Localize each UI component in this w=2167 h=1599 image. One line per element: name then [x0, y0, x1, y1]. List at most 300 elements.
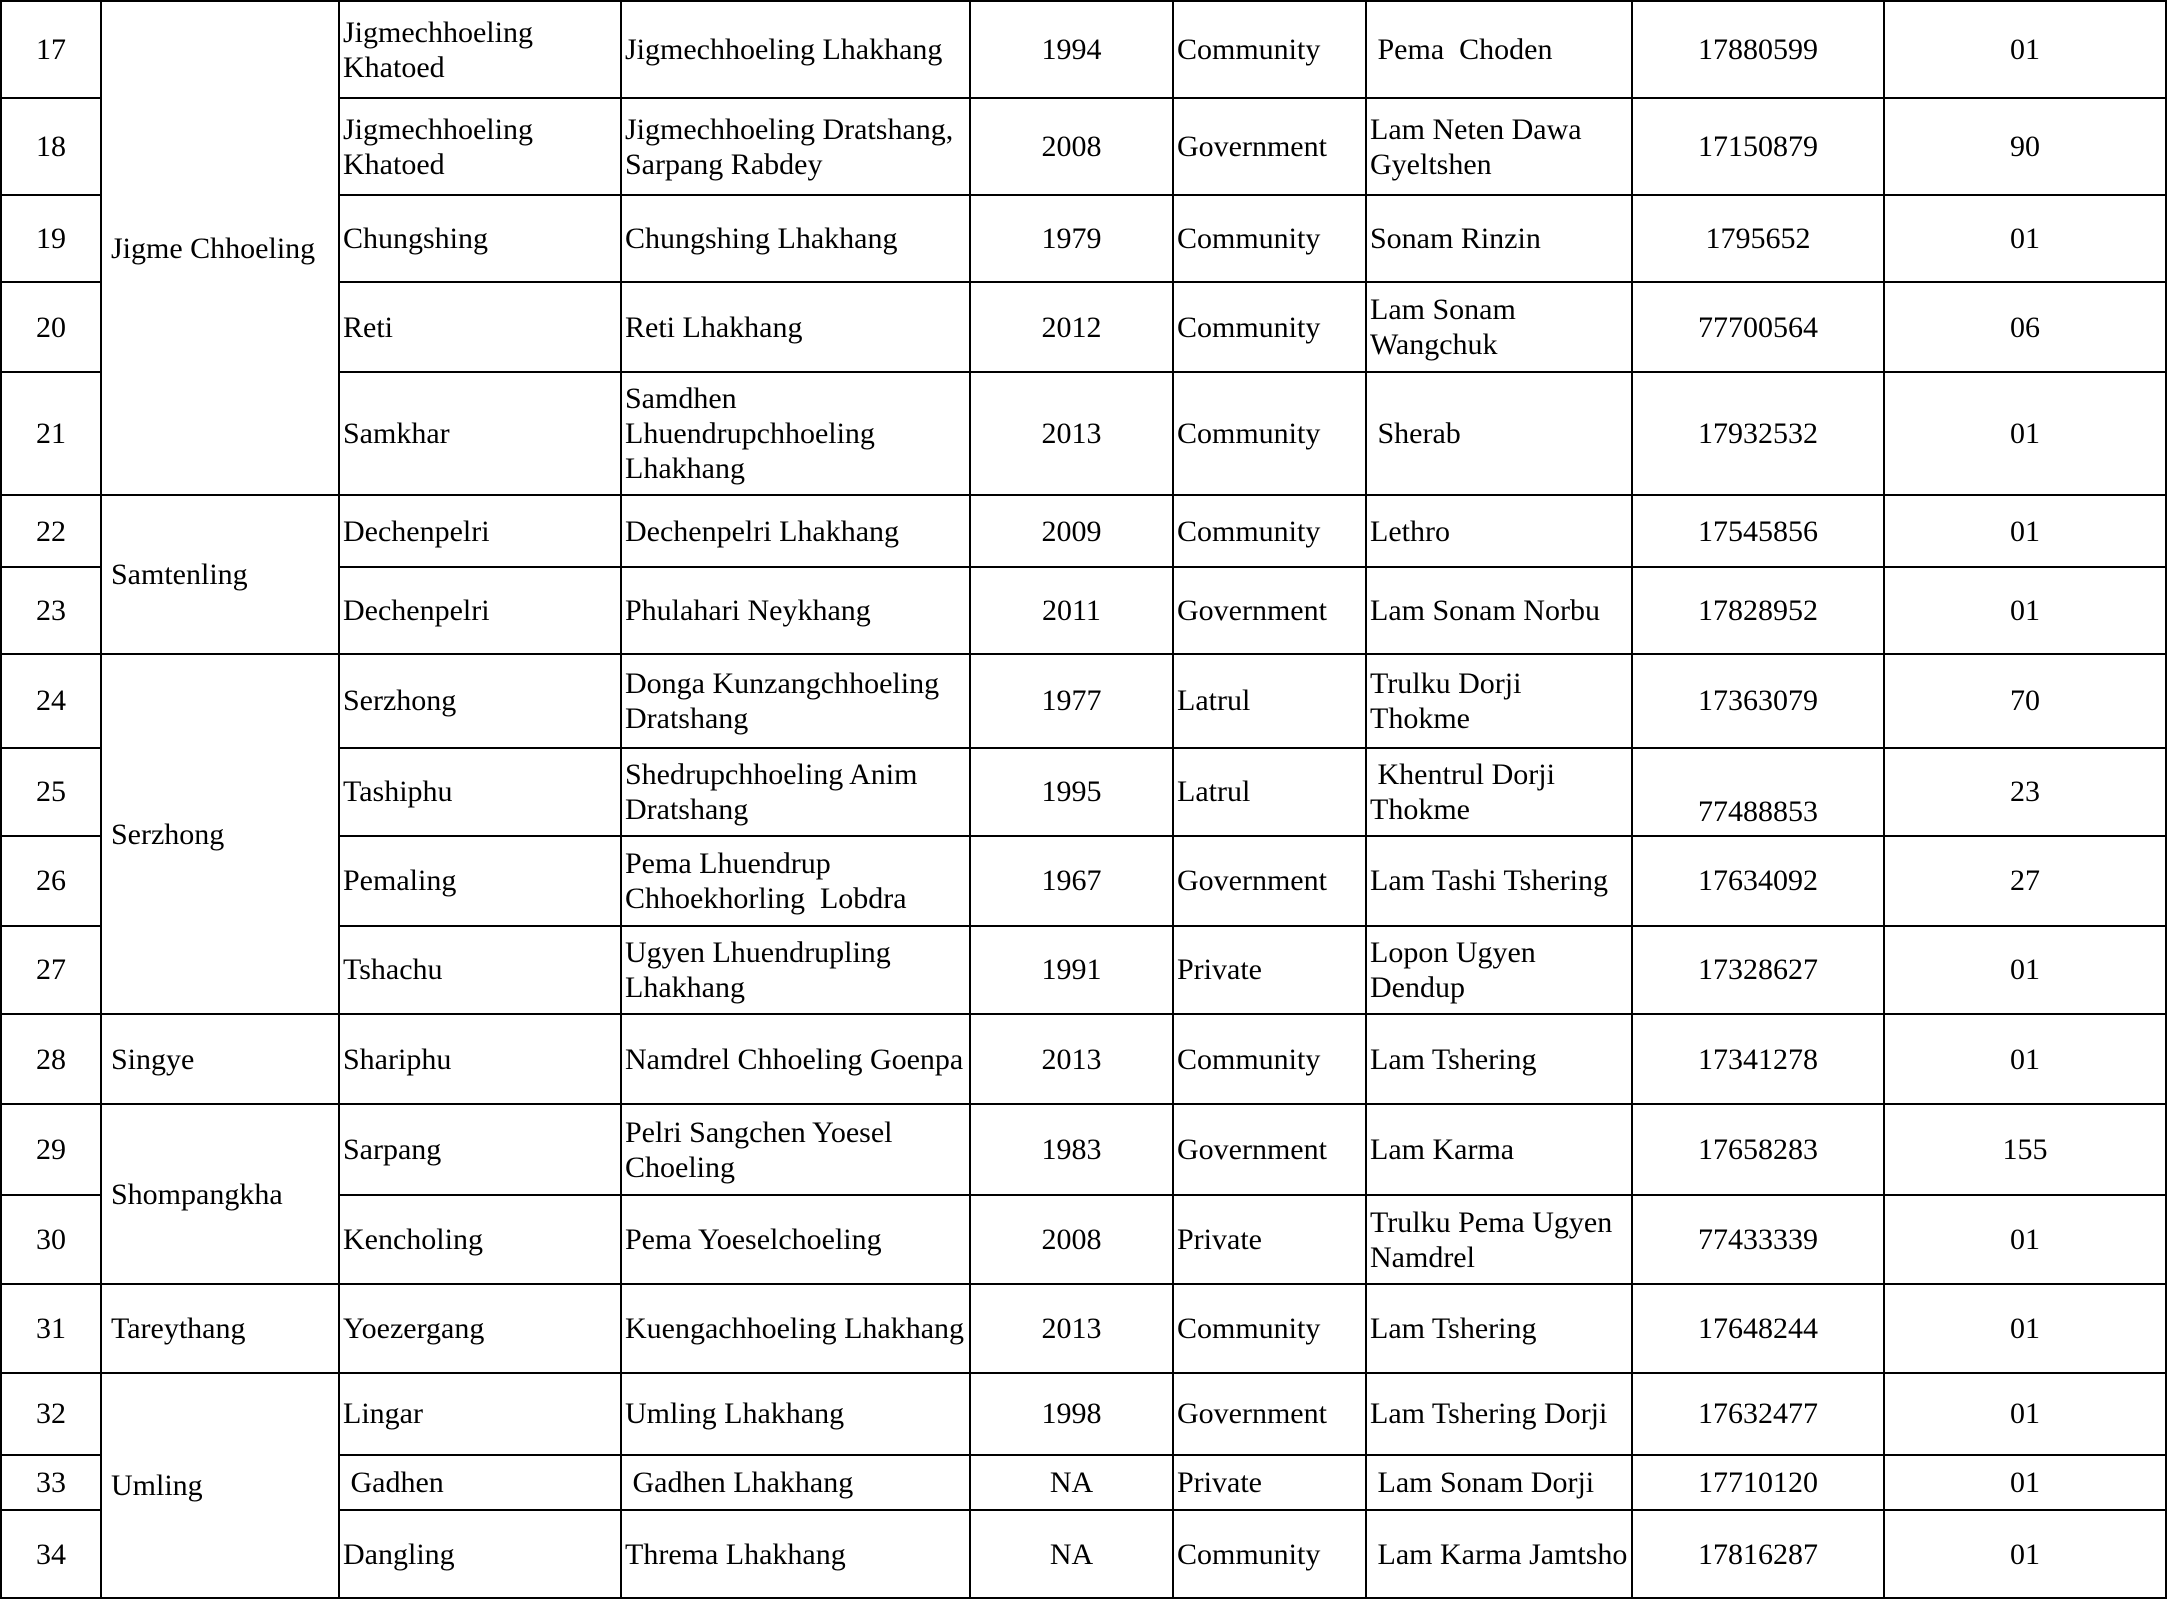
ownership-cell — [1173, 1455, 1366, 1510]
monk-count-cell — [1884, 654, 2166, 747]
lhakhang-name-text: Phulahari Neykhang — [625, 594, 871, 627]
ownership-text: Community — [1177, 33, 1321, 67]
caretaker-text: Trulku Pema Ugyen Namdrel — [1370, 1205, 1620, 1274]
serial-number-text: 30 — [36, 1223, 66, 1257]
year-established-cell — [970, 282, 1173, 371]
ownership-cell — [1173, 1, 1366, 98]
gewog-cell — [101, 1, 339, 495]
caretaker-text: Lethro — [1370, 514, 1450, 548]
serial-number-text: 32 — [36, 1397, 66, 1431]
village-text: Chungshing — [343, 222, 489, 256]
serial-number-text: 24 — [36, 684, 66, 718]
table-row — [1, 495, 2166, 566]
year-established-cell — [970, 926, 1173, 1014]
table-row — [1, 1284, 2166, 1372]
caretaker-text: Pema Choden — [1370, 33, 1553, 67]
village-cell — [339, 372, 621, 496]
monk-count-cell — [1884, 1014, 2166, 1104]
caretaker-text: Lam Tshering — [1370, 1042, 1537, 1076]
lhakhang-name-cell — [621, 654, 970, 747]
lhakhang-name-text: Kuengachhoeling Lhakhang — [625, 1312, 965, 1346]
contact-number-text: 17328627 — [1698, 953, 1818, 987]
monk-count-cell — [1884, 926, 2166, 1014]
contact-number-text: 17150879 — [1698, 130, 1818, 164]
ownership-text: Community — [1177, 1312, 1321, 1346]
serial-number-cell — [1, 1195, 101, 1284]
lhakhang-name-cell — [621, 1104, 970, 1194]
contact-number-cell — [1632, 836, 1884, 925]
monk-count-cell — [1884, 748, 2166, 836]
gewog-cell — [101, 654, 339, 1014]
serial-number-cell — [1, 98, 101, 194]
ownership-text: Private — [1177, 1223, 1262, 1257]
monk-count-text: 155 — [2002, 1133, 2048, 1167]
lhakhang-name-cell — [621, 1284, 970, 1372]
table-row — [1, 1, 2166, 98]
village-text: Pemaling — [343, 864, 457, 898]
village-text: Dechenpelri — [343, 594, 490, 627]
lhakhang-name-cell — [621, 836, 970, 925]
contact-number-cell — [1632, 926, 1884, 1014]
caretaker-cell — [1366, 282, 1632, 371]
contact-number-text: 17634092 — [1698, 864, 1818, 898]
gewog-text: Jigme Chhoeling — [111, 231, 316, 265]
year-established-cell — [970, 98, 1173, 194]
lhakhang-name-cell — [621, 926, 970, 1014]
gewog-text: Umling — [111, 1468, 203, 1502]
year-established-text: 2008 — [1041, 130, 1102, 164]
lhakhang-name-text: Pema Lhuendrup Chhoekhorling Lobdra — [625, 846, 907, 915]
ownership-cell — [1173, 1373, 1366, 1455]
lhakhang-name-text: Samdhen Lhuendrupchhoeling Lhakhang — [625, 382, 883, 486]
serial-number-text: 27 — [36, 953, 66, 987]
table-row — [1, 1014, 2166, 1104]
caretaker-cell — [1366, 748, 1632, 836]
monk-count-text: 01 — [2010, 1537, 2040, 1571]
serial-number-text: 23 — [36, 594, 66, 627]
serial-number-cell — [1, 1455, 101, 1510]
ownership-cell — [1173, 1104, 1366, 1194]
serial-number-cell — [1, 1373, 101, 1455]
lhakhang-name-cell — [621, 567, 970, 654]
serial-number-cell — [1, 372, 101, 496]
village-text: Reti — [343, 310, 393, 344]
ownership-cell — [1173, 567, 1366, 654]
serial-number-text: 22 — [36, 514, 66, 548]
lhakhang-name-text: Umling Lhakhang — [625, 1397, 845, 1431]
lhakhang-name-cell — [621, 495, 970, 566]
year-established-cell — [970, 195, 1173, 282]
contact-number-cell — [1632, 1104, 1884, 1194]
serial-number-cell — [1, 282, 101, 371]
ownership-cell — [1173, 836, 1366, 925]
village-cell — [339, 1373, 621, 1455]
ownership-cell — [1173, 1284, 1366, 1372]
village-cell — [339, 654, 621, 747]
caretaker-text: Lam Sonam Norbu — [1370, 594, 1600, 627]
caretaker-cell — [1366, 1284, 1632, 1372]
caretaker-cell — [1366, 1014, 1632, 1104]
contact-number-text: 17648244 — [1698, 1312, 1818, 1346]
contact-number-cell — [1632, 748, 1884, 836]
ownership-text: Community — [1177, 222, 1321, 256]
serial-number-cell — [1, 1, 101, 98]
year-established-text: 2011 — [1042, 594, 1101, 627]
year-established-cell — [970, 1510, 1173, 1598]
caretaker-text: Lam Karma — [1370, 1133, 1515, 1167]
contact-number-cell — [1632, 567, 1884, 654]
contact-number-cell — [1632, 98, 1884, 194]
caretaker-cell — [1366, 1195, 1632, 1284]
monk-count-text: 01 — [2010, 222, 2040, 256]
lhakhang-name-cell — [621, 1373, 970, 1455]
monk-count-text: 01 — [2010, 1466, 2040, 1500]
year-established-cell — [970, 1455, 1173, 1510]
year-established-text: 1991 — [1041, 953, 1102, 987]
year-established-text: 2013 — [1041, 1042, 1102, 1076]
monk-count-cell — [1884, 1455, 2166, 1510]
village-cell — [339, 1510, 621, 1598]
lhakhang-name-text: Namdrel Chhoeling Goenpa — [625, 1042, 964, 1076]
year-established-cell — [970, 748, 1173, 836]
ownership-text: Community — [1177, 310, 1321, 344]
year-established-text: 1994 — [1041, 33, 1102, 67]
caretaker-text: Lam Karma Jamtsho — [1370, 1537, 1628, 1571]
caretaker-text: Lam Sonam Dorji — [1370, 1466, 1595, 1500]
contact-number-text: 17828952 — [1698, 594, 1818, 627]
monk-count-cell — [1884, 1510, 2166, 1598]
ownership-text: Latrul — [1177, 684, 1251, 718]
monk-count-text: 70 — [2010, 684, 2040, 718]
lhakhang-name-cell — [621, 372, 970, 496]
table-row — [1, 654, 2166, 747]
contact-number-cell — [1632, 282, 1884, 371]
serial-number-text: 17 — [36, 33, 66, 67]
lhakhang-name-text: Shedrupchhoeling Anim Dratshang — [625, 757, 925, 826]
gewog-cell — [101, 1373, 339, 1598]
contact-number-cell — [1632, 1284, 1884, 1372]
monk-count-text: 01 — [2010, 953, 2040, 987]
ownership-text: Latrul — [1177, 775, 1251, 809]
serial-number-cell — [1, 836, 101, 925]
lhakhang-name-text: Pema Yoeselchoeling — [625, 1223, 882, 1257]
lhakhang-name-cell — [621, 1455, 970, 1510]
village-text: Jigmechhoeling Khatoed — [343, 112, 541, 181]
year-established-text: 2009 — [1041, 514, 1102, 548]
monk-count-text: 01 — [2010, 33, 2040, 67]
caretaker-text: Sonam Rinzin — [1370, 222, 1541, 256]
village-cell — [339, 748, 621, 836]
lhakhang-name-text: Chungshing Lhakhang — [625, 222, 898, 256]
village-cell — [339, 1455, 621, 1510]
serial-number-text: 29 — [36, 1133, 66, 1167]
caretaker-cell — [1366, 567, 1632, 654]
caretaker-cell — [1366, 98, 1632, 194]
lhakhang-name-text: Threma Lhakhang — [625, 1537, 846, 1571]
contact-number-text: 17658283 — [1698, 1133, 1818, 1167]
year-established-cell — [970, 372, 1173, 496]
monk-count-text: 27 — [2010, 864, 2040, 898]
lhakhang-name-text: Jigmechhoeling Lhakhang — [625, 33, 943, 67]
village-cell — [339, 1, 621, 98]
village-text: Sarpang — [343, 1133, 442, 1167]
caretaker-cell — [1366, 836, 1632, 925]
ownership-text: Private — [1177, 953, 1262, 987]
ownership-text: Community — [1177, 1042, 1321, 1076]
gewog-text: Tareythang — [111, 1312, 246, 1346]
ownership-text: Community — [1177, 514, 1321, 548]
village-cell — [339, 1284, 621, 1372]
ownership-text: Community — [1177, 1537, 1321, 1571]
ownership-cell — [1173, 1014, 1366, 1104]
serial-number-text: 26 — [36, 864, 66, 898]
monk-count-text: 01 — [2010, 1312, 2040, 1346]
village-cell — [339, 567, 621, 654]
gewog-text: Singye — [111, 1042, 195, 1076]
ownership-text: Government — [1177, 594, 1327, 627]
contact-number-cell — [1632, 654, 1884, 747]
ownership-text: Community — [1177, 417, 1321, 451]
year-established-text: 2012 — [1041, 310, 1102, 344]
caretaker-cell — [1366, 1373, 1632, 1455]
serial-number-cell — [1, 748, 101, 836]
monk-count-cell — [1884, 372, 2166, 496]
lhakhang-name-text: Reti Lhakhang — [625, 310, 803, 344]
year-established-cell — [970, 1104, 1173, 1194]
gewog-cell — [101, 1104, 339, 1284]
lhakhang-name-cell — [621, 98, 970, 194]
year-established-cell — [970, 495, 1173, 566]
caretaker-text: Lam Tashi Tshering — [1370, 864, 1608, 898]
contact-number-text: 77488853 — [1698, 795, 1818, 829]
ownership-cell — [1173, 654, 1366, 747]
caretaker-text: Lam Sonam Wangchuk — [1370, 293, 1523, 362]
serial-number-cell — [1, 1510, 101, 1598]
contact-number-cell — [1632, 1373, 1884, 1455]
year-established-text: 2013 — [1041, 417, 1102, 451]
caretaker-text: Lam Tshering — [1370, 1312, 1537, 1346]
caretaker-cell — [1366, 372, 1632, 496]
serial-number-text: 28 — [36, 1042, 66, 1076]
year-established-cell — [970, 1373, 1173, 1455]
monk-count-text: 01 — [2010, 594, 2040, 627]
ownership-cell — [1173, 495, 1366, 566]
monk-count-text: 90 — [2010, 130, 2040, 164]
village-text: Samkhar — [343, 417, 450, 451]
serial-number-text: 33 — [36, 1466, 66, 1500]
monk-count-text: 01 — [2010, 1223, 2040, 1257]
monk-count-text: 01 — [2010, 1397, 2040, 1431]
year-established-cell — [970, 836, 1173, 925]
serial-number-text: 31 — [36, 1312, 66, 1346]
year-established-text: 2008 — [1041, 1223, 1102, 1257]
caretaker-cell — [1366, 1510, 1632, 1598]
caretaker-text: Lam Tshering Dorji — [1370, 1397, 1608, 1431]
lhakhang-name-cell — [621, 1, 970, 98]
lhakhang-name-cell — [621, 195, 970, 282]
contact-number-cell — [1632, 372, 1884, 496]
village-text: Tshachu — [343, 953, 443, 987]
year-established-text: 2013 — [1041, 1312, 1102, 1346]
monk-count-text: 01 — [2010, 1042, 2040, 1076]
contact-number-text: 17545856 — [1698, 514, 1818, 548]
village-cell — [339, 98, 621, 194]
caretaker-text: Trulku Dorji Thokme — [1370, 666, 1529, 735]
lhakhang-name-cell — [621, 1014, 970, 1104]
caretaker-cell — [1366, 1, 1632, 98]
village-cell — [339, 1195, 621, 1284]
year-established-cell — [970, 567, 1173, 654]
village-text: Jigmechhoeling Khatoed — [343, 15, 541, 84]
village-cell — [339, 282, 621, 371]
contact-number-text: 17816287 — [1698, 1537, 1818, 1571]
monk-count-cell — [1884, 1284, 2166, 1372]
ownership-text: Government — [1177, 1133, 1327, 1167]
serial-number-text: 21 — [36, 417, 66, 451]
contact-number-cell — [1632, 195, 1884, 282]
village-text: Dechenpelri — [343, 514, 490, 548]
table-row — [1, 1373, 2166, 1455]
village-text: Lingar — [343, 1397, 423, 1431]
village-text: Shariphu — [343, 1042, 452, 1076]
year-established-text: 1967 — [1041, 864, 1102, 898]
year-established-cell — [970, 1, 1173, 98]
village-cell — [339, 836, 621, 925]
gewog-text: Serzhong — [111, 817, 225, 851]
contact-number-text: 17880599 — [1698, 33, 1818, 67]
ownership-cell — [1173, 195, 1366, 282]
ownership-cell — [1173, 748, 1366, 836]
year-established-cell — [970, 654, 1173, 747]
serial-number-cell — [1, 195, 101, 282]
ownership-text: Government — [1177, 864, 1327, 898]
contact-number-text: 1795652 — [1705, 222, 1811, 256]
contact-number-cell — [1632, 1510, 1884, 1598]
village-cell — [339, 1014, 621, 1104]
serial-number-cell — [1, 654, 101, 747]
monk-count-text: 01 — [2010, 417, 2040, 451]
serial-number-text: 34 — [36, 1537, 66, 1571]
year-established-text: 1979 — [1041, 222, 1102, 256]
year-established-text: 1977 — [1041, 684, 1102, 718]
ownership-text: Private — [1177, 1466, 1262, 1500]
lhakhang-name-cell — [621, 282, 970, 371]
lhakhang-name-text: Jigmechhoeling Dratshang, Sarpang Rabdey — [625, 112, 961, 181]
year-established-text: NA — [1049, 1537, 1094, 1571]
gewog-cell — [101, 1014, 339, 1104]
monk-count-cell — [1884, 98, 2166, 194]
monk-count-text: 23 — [2010, 775, 2040, 809]
gewog-text: Samtenling — [111, 558, 248, 592]
monk-count-cell — [1884, 495, 2166, 566]
year-established-text: 1983 — [1041, 1133, 1102, 1167]
lhakhang-name-text: Dechenpelri Lhakhang — [625, 514, 900, 548]
contact-number-text: 17932532 — [1698, 417, 1818, 451]
caretaker-text: Khentrul Dorji Thokme — [1370, 757, 1562, 826]
contact-number-text: 77433339 — [1698, 1223, 1818, 1257]
contact-number-text: 17632477 — [1698, 1397, 1818, 1431]
year-established-text: 1995 — [1041, 775, 1102, 809]
ownership-text: Government — [1177, 1397, 1327, 1431]
ownership-cell — [1173, 1195, 1366, 1284]
year-established-cell — [970, 1195, 1173, 1284]
contact-number-cell — [1632, 1195, 1884, 1284]
monk-count-cell — [1884, 195, 2166, 282]
caretaker-cell — [1366, 1104, 1632, 1194]
contact-number-cell — [1632, 1, 1884, 98]
gewog-cell — [101, 1284, 339, 1372]
contact-number-cell — [1632, 1455, 1884, 1510]
ownership-cell — [1173, 372, 1366, 496]
monk-count-cell — [1884, 1373, 2166, 1455]
caretaker-cell — [1366, 926, 1632, 1014]
monk-count-cell — [1884, 1104, 2166, 1194]
serial-number-text: 25 — [36, 775, 66, 809]
village-cell — [339, 926, 621, 1014]
village-text: Yoezergang — [343, 1312, 485, 1346]
ownership-cell — [1173, 1510, 1366, 1598]
serial-number-text: 20 — [36, 310, 66, 344]
caretaker-cell — [1366, 1455, 1632, 1510]
serial-number-text: 19 — [36, 222, 66, 256]
serial-number-cell — [1, 495, 101, 566]
caretaker-text: Lam Neten Dawa Gyeltshen — [1370, 112, 1590, 181]
village-cell — [339, 1104, 621, 1194]
contact-number-text: 77700564 — [1698, 310, 1818, 344]
contact-number-text: 17363079 — [1698, 684, 1818, 718]
lhakhang-name-cell — [621, 748, 970, 836]
village-text: Gadhen — [343, 1466, 444, 1500]
gewog-text: Shompangkha — [111, 1177, 283, 1211]
village-cell — [339, 195, 621, 282]
monk-count-cell — [1884, 282, 2166, 371]
year-established-text: 1998 — [1041, 1397, 1102, 1431]
gewog-cell — [101, 495, 339, 654]
serial-number-cell — [1, 926, 101, 1014]
caretaker-cell — [1366, 195, 1632, 282]
ownership-cell — [1173, 926, 1366, 1014]
caretaker-cell — [1366, 495, 1632, 566]
monk-count-text: 06 — [2010, 310, 2040, 344]
village-text: Dangling — [343, 1537, 455, 1571]
lhakhang-name-text: Ugyen Lhuendrupling Lhakhang — [625, 935, 899, 1004]
lhakhang-name-text: Donga Kunzangchhoeling Dratshang — [625, 666, 947, 735]
year-established-text: NA — [1049, 1466, 1094, 1500]
serial-number-cell — [1, 567, 101, 654]
village-text: Kencholing — [343, 1223, 483, 1257]
caretaker-text: Sherab — [1370, 417, 1461, 451]
village-cell — [339, 495, 621, 566]
year-established-cell — [970, 1284, 1173, 1372]
monk-count-text: 01 — [2010, 514, 2040, 548]
serial-number-cell — [1, 1104, 101, 1194]
contact-number-cell — [1632, 495, 1884, 566]
serial-number-cell — [1, 1284, 101, 1372]
contact-number-text: 17710120 — [1698, 1466, 1818, 1500]
monk-count-cell — [1884, 567, 2166, 654]
monk-count-cell — [1884, 836, 2166, 925]
year-established-cell — [970, 1014, 1173, 1104]
village-text: Serzhong — [343, 684, 457, 718]
lhakhang-name-cell — [621, 1195, 970, 1284]
contact-number-text: 17341278 — [1698, 1042, 1818, 1076]
lhakhang-name-text: Pelri Sangchen Yoesel Choeling — [625, 1115, 900, 1184]
caretaker-cell — [1366, 654, 1632, 747]
monk-count-cell — [1884, 1195, 2166, 1284]
contact-number-cell — [1632, 1014, 1884, 1104]
village-text: Tashiphu — [343, 775, 453, 809]
ownership-text: Government — [1177, 130, 1327, 164]
